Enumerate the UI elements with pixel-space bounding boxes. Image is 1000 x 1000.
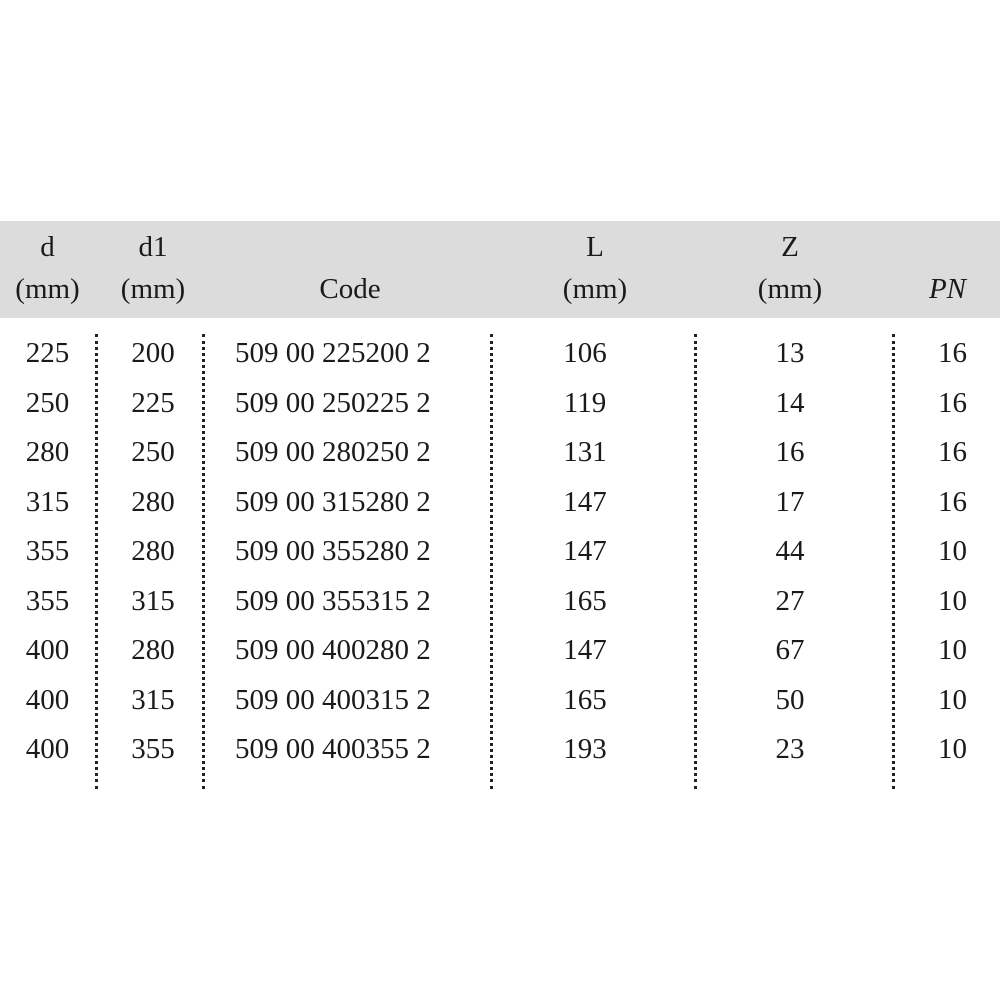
cell-z: 44 bbox=[775, 535, 805, 567]
table-row bbox=[0, 675, 1000, 725]
cell-code: 509 00 355315 2 bbox=[235, 584, 431, 617]
header-d1-label: d1 bbox=[138, 231, 168, 263]
cell-d: 400 bbox=[25, 733, 70, 765]
cell-code: 509 00 400355 2 bbox=[235, 733, 431, 765]
cell-d1: 280 bbox=[131, 485, 175, 518]
cell-pn: 10 bbox=[938, 584, 967, 617]
cell-pn: 10 bbox=[938, 733, 967, 765]
header-d-unit: (mm) bbox=[15, 273, 80, 305]
header-pn-label: PN bbox=[928, 273, 967, 305]
header-l-unit: (mm) bbox=[562, 273, 628, 305]
cell-d: 400 bbox=[25, 683, 70, 716]
table-header bbox=[0, 221, 1000, 318]
table-row bbox=[0, 576, 1000, 626]
cell-code: 509 00 400280 2 bbox=[235, 634, 431, 666]
cell-l: 147 bbox=[563, 634, 607, 666]
cell-code: 509 00 315280 2 bbox=[235, 485, 431, 518]
cell-d: 315 bbox=[25, 485, 70, 518]
cell-pn: 16 bbox=[938, 337, 967, 369]
header-d1-unit: (mm) bbox=[120, 273, 186, 305]
cell-pn: 10 bbox=[938, 634, 967, 666]
cell-l: 165 bbox=[563, 683, 607, 716]
cell-l: 165 bbox=[563, 584, 607, 617]
cell-z: 50 bbox=[775, 683, 805, 716]
cell-pn: 10 bbox=[938, 683, 967, 716]
cell-z: 23 bbox=[775, 733, 805, 765]
table-row bbox=[0, 328, 1000, 378]
cell-l: 119 bbox=[563, 386, 607, 419]
cell-d1: 280 bbox=[131, 634, 175, 666]
cell-code: 509 00 280250 2 bbox=[235, 436, 431, 468]
cell-d1: 315 bbox=[131, 683, 175, 716]
cell-d: 225 bbox=[25, 337, 70, 369]
cell-d1: 200 bbox=[131, 337, 175, 369]
cell-pn: 10 bbox=[938, 535, 967, 567]
table-row bbox=[0, 724, 1000, 774]
cell-d: 250 bbox=[25, 386, 70, 419]
table-row bbox=[0, 625, 1000, 675]
cell-d1: 280 bbox=[131, 535, 175, 567]
table-row bbox=[0, 477, 1000, 527]
table-body bbox=[0, 318, 1000, 778]
table-row bbox=[0, 526, 1000, 576]
cell-l: 131 bbox=[563, 436, 607, 468]
cell-code: 509 00 355280 2 bbox=[235, 535, 431, 567]
cell-pn: 16 bbox=[938, 386, 967, 419]
cell-pn: 16 bbox=[938, 436, 967, 468]
header-l-label: L bbox=[586, 231, 604, 263]
cell-z: 14 bbox=[775, 386, 805, 419]
cell-d: 400 bbox=[25, 634, 70, 666]
table-row bbox=[0, 378, 1000, 428]
header-d-label: d bbox=[40, 231, 55, 263]
cell-code: 509 00 250225 2 bbox=[235, 386, 431, 419]
header-z-unit: (mm) bbox=[757, 273, 823, 305]
cell-d: 280 bbox=[25, 436, 70, 468]
cell-pn: 16 bbox=[938, 485, 967, 518]
cell-d1: 225 bbox=[131, 386, 175, 419]
cell-z: 17 bbox=[775, 485, 805, 518]
header-code-label: Code bbox=[319, 273, 381, 305]
cell-l: 106 bbox=[563, 337, 607, 369]
cell-code: 509 00 400315 2 bbox=[235, 683, 431, 716]
cell-d1: 250 bbox=[131, 436, 175, 468]
cell-l: 193 bbox=[563, 733, 607, 765]
cell-d1: 355 bbox=[131, 733, 175, 765]
header-z-label: Z bbox=[781, 231, 799, 263]
cell-d: 355 bbox=[25, 535, 70, 567]
cell-l: 147 bbox=[563, 485, 607, 518]
table-row bbox=[0, 427, 1000, 477]
cell-z: 16 bbox=[775, 436, 805, 468]
cell-z: 13 bbox=[775, 337, 805, 369]
cell-z: 67 bbox=[775, 634, 805, 666]
spec-table bbox=[0, 221, 1000, 778]
cell-z: 27 bbox=[775, 584, 805, 617]
cell-d: 355 bbox=[25, 584, 70, 617]
cell-code: 509 00 225200 2 bbox=[235, 337, 431, 369]
cell-d1: 315 bbox=[131, 584, 175, 617]
cell-l: 147 bbox=[563, 535, 607, 567]
